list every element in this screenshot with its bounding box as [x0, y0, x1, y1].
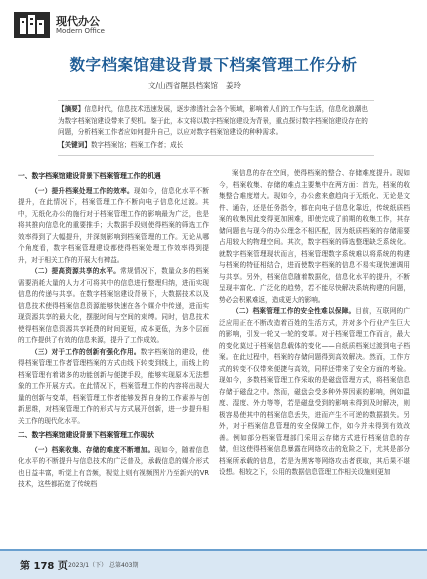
building-icon: [14, 12, 50, 38]
article-title: 数字档案馆建设背景下档案管理工作分析: [69, 55, 358, 74]
abstract-block: [58, 100, 374, 156]
paragraph-text: 常规情况下，数量众多的档案需要消耗大量的人力才可将其中的信息进行整理归纳，进而实现信息的传递与共享。在数字档案馆建设背景下，大数据技术以及信息技术使得档案信息资源能够快速在各个媒介中传递，进而实现资源共享的最大化，摆脱时间与空间的束缚。同时，信息技术使得档案信息资源共享耗费的时间更短，成本更低，为多个层面的工作提供了有效的信息来源，提升了工作成效。: [18, 267, 210, 344]
keywords-text: 数字档案馆；档案工作者；成长: [90, 140, 184, 149]
author-affiliation: 文/山西省隰县档案馆: [148, 81, 219, 90]
author-line: [148, 80, 249, 91]
body-paragraph: [18, 186, 209, 267]
subsection-heading: （一）档案收集、存储的难度不断增加。: [31, 445, 155, 454]
body-paragraph: [18, 266, 209, 347]
author-name: 姜玲: [226, 81, 242, 90]
paragraph-text: 案信息的存在空间，使得档案的整合、存储难度提升。现如今，档案收集、存储的难点主要集中在两方面：首先，档案的收集整合难度增大。现如今，办公愈来愈趋向于无纸化、无论是文件、通告，还是任务指令，都在向电子信息化靠近，传统纸质档案的收集因此变得更加困难，即使完成了前期的收集工作，其存储问题也与现今的办公理念不相匹配，因为纸质档案的存储需要占用较大的物理空间。其次，数字档案的筛选整理缺乏系统化。就数字档案管理现状而言，档案管理数字系统难以将系统的构建与档案的特征相结合，进而使数字档案的信息不易实现快速调用与共享。另外，档案信息随着数据化，信息化水平的提升，不断呈现丰富化、广泛化的趋势，若不能尽快解决系统构建的问题，势必会积累难返，造成更大的影响。: [219, 169, 410, 304]
column-name-zh: 现代办公: [56, 15, 100, 28]
section-heading: 一、数字档案馆建设背景下档案管理工作的机遇: [18, 172, 161, 180]
column-header: [14, 10, 414, 42]
abstract-body: [58, 104, 374, 139]
paragraph-text: 现如今，信息化水平不断提升，在此情况下，档案管理工作不断向电子信息化过渡。其中，无纸化办公的施行对于档案管理工作的影响最为广泛，也是将其推向信息化的重要推手；大数据手段则使得档案的筛选工作效率得到了大幅提升，并深刻影响到档案管理的工作。无论从哪个角度看，数字档案管理建设都使得档案处理工作效率得到提升，对于相关工作的开展大有裨益。: [18, 186, 209, 264]
paragraph-text: 目前，互联网的广泛应用正在不断改造着百姓的生活方式，并对多个行业产生巨大的影响，引发一轮又一轮的变革。对于档案管理工作而言，最大的变化莫过于档案信息载体的变化——自纸质档案过渡到电子档案。在此过程中，档案的存储问题得到高效解决。然而，工作方式的转变不仅带来便捷与高效，同样还带来了安全方面的考验。现如今，多数档案管理工作采取的是磁盘管理方式，将档案信息存储于磁盘之中。然而，磁盘会受多种外界因素的影响，例如温度、湿度、外力等等，若是磁盘受到的影响未得到及时解决，则极容易使其中的档案信息丢失，进而产生不可逆的数据损失。另外，对于档案信息管理的安全保障工作，如今并未得到有效改善。例如部分档案管理部门采用云存储方式进行档案信息的存储，但这使得档案信息暴露在网络攻击的危险之下，尤其是部分档案所承载的信息，若是为黑客等网络攻击者获取，其后果不堪设想。相较之下，公用的数据信息管理工作相关设施则更加: [219, 307, 411, 476]
subsection-heading: （一）提升档案处理工作的效率。: [31, 186, 134, 195]
abstract-tag: 【摘要】: [58, 105, 85, 113]
body-paragraph: [219, 306, 410, 479]
body-paragraph: [219, 168, 410, 306]
issue-info: 2023/1（下） 总第403期: [68, 562, 139, 569]
office-logo-icon: [14, 12, 50, 38]
column-name-en: Modern Office: [56, 27, 105, 35]
right-text-column: [219, 168, 410, 479]
page-number: 第 178 页: [20, 561, 68, 572]
subsection-heading: （二）档案管理工作的安全性难以保障。: [232, 307, 356, 315]
keywords-line: [58, 140, 374, 152]
paragraph-text: 现如今，随着信息化水平的不断提升与信息技术的广泛普及，承载信息的媒介形式也日益丰富，听觉上有音频，视觉上则有视频图片乃至新兴的VR技术，这些都拓宽了传统档: [18, 445, 210, 488]
body-paragraph: [18, 347, 209, 428]
paragraph-text: 数字档案馆的建设，使得档案管理工作者管理档案的方式由线下转变到线上，而线上的档案管理有着诸多的功能创新与便捷手段，能够实现原本无法想象的工作开展方式。在此情况下，档案管理工作的内容将出现大量的创新与变革，档案管理工作者能够发挥自身的工作素养与创新思维，对档案管理工作的形式与方式展开创新，进一步提升相关工作的现代化水平。: [18, 347, 210, 425]
keywords-tag: 【关键词】: [58, 140, 91, 149]
section-heading: 二、数字档案馆建设背景下档案管理工作现状: [18, 431, 154, 439]
body-paragraph: [18, 445, 209, 491]
left-text-column: [18, 168, 209, 491]
abstract-text: 信息时代，信息技术迅速发展，逐步渗透社会各个领域，影响着人们的工作与生活，信息化浪潮也为数字档案馆建设带来了契机。鉴于此，本文将以数字档案馆建设为背景，重点探讨数字档案馆建设存在的问题，分析档案工作者应如何提升自己，以应对数字档案馆建设的种种需求。: [58, 105, 368, 136]
subsection-heading: （二）提高资源共享的水平。: [31, 267, 121, 275]
subsection-heading: （三）对于工作的创新有强化作用。: [31, 347, 141, 356]
page-footer: [0, 549, 427, 579]
